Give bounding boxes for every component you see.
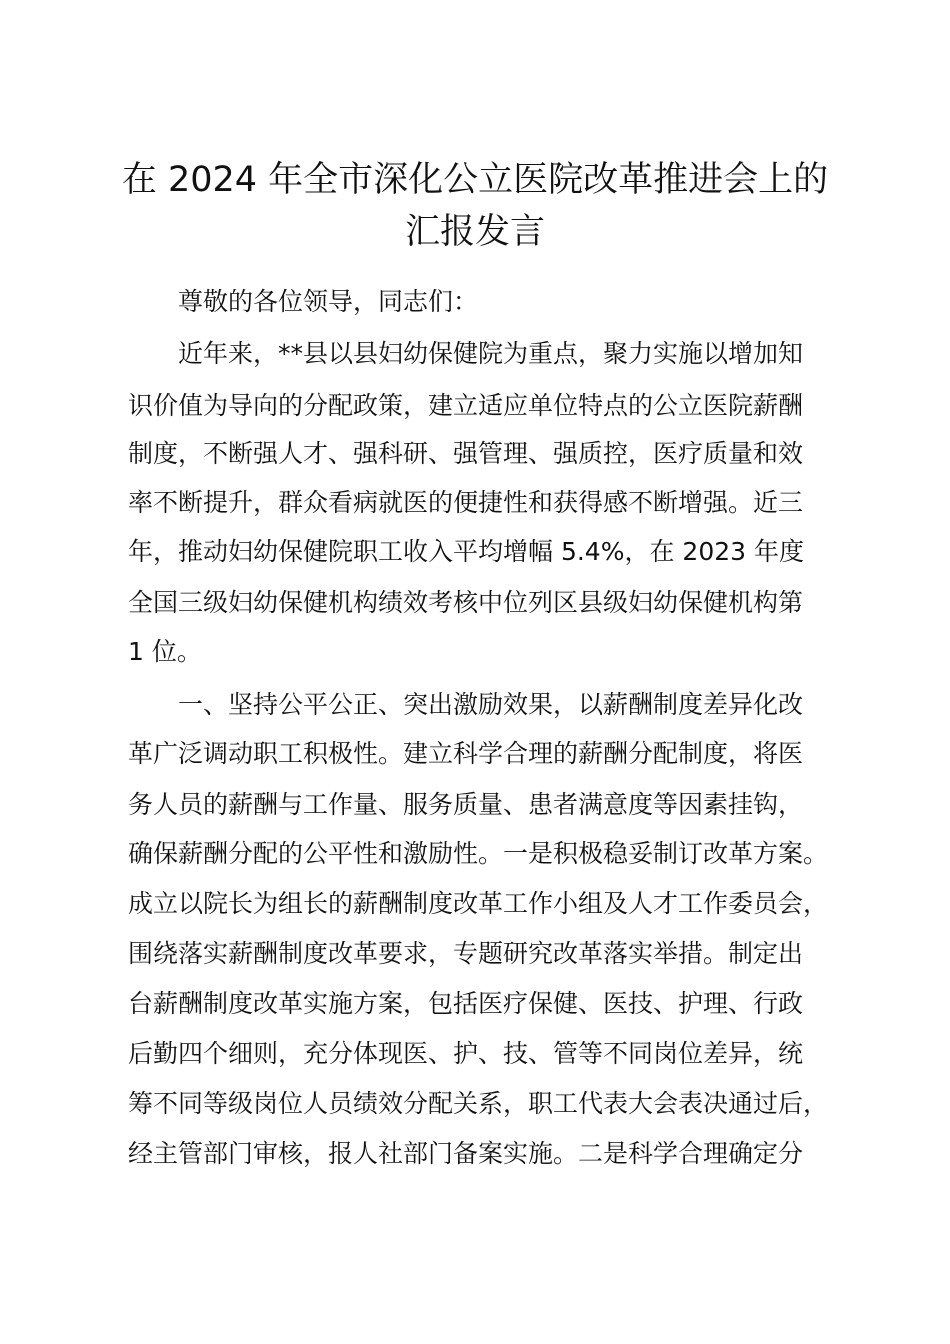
paragraph-2-line-10: 经主管部门审核，报人社部门备案实施。二是科学合理确定分 <box>128 1139 804 1168</box>
paragraph-1-line-3: 制度，不断强人才、强科研、强管理、强质控，医疗质量和效 <box>128 439 804 468</box>
document-title-line-2: 汇报发言 <box>404 212 545 252</box>
paragraph-2-line-2: 革广泛调动职工积极性。建立科学合理的薪酬分配制度，将医 <box>128 739 804 768</box>
paragraph-2-line-4: 确保薪酬分配的公平性和激励性。一是积极稳妥制订改革方案。 <box>128 839 829 868</box>
paragraph-1-line-4: 率不断提升，群众看病就医的便捷性和获得感不断增强。近三 <box>128 488 804 517</box>
document-title-line-1: 在 2024 年全市深化公立医院改革推进会上的 <box>121 160 829 200</box>
paragraph-2-line-9: 筹不同等级岗位人员绩效分配关系，职工代表大会表决通过后， <box>128 1089 829 1118</box>
paragraph-2-line-5: 成立以院长为组长的薪酬制度改革工作小组及人才工作委员会， <box>128 889 829 918</box>
paragraph-2-line-6: 围绕落实薪酬制度改革要求，专题研究改革落实举措。制定出 <box>128 939 804 968</box>
paragraph-2-line-1: 一、坚持公平公正、突出激励效果，以薪酬制度差异化改 <box>178 690 804 719</box>
salutation: 尊敬的各位领导，同志们： <box>178 287 479 316</box>
paragraph-2-line-7: 台薪酬制度改革实施方案，包括医疗保健、医技、护理、行政 <box>128 989 804 1018</box>
paragraph-2-line-3: 务人员的薪酬与工作量、服务质量、患者满意度等因素挂钩， <box>128 790 804 819</box>
paragraph-1-line-5: 年，推动妇幼保健院职工收入平均增幅 5.4%，在 2023 年度 <box>128 537 804 566</box>
paragraph-1-line-2: 识价值为导向的分配政策，建立适应单位特点的公立医院薪酬 <box>128 391 804 420</box>
paragraph-1-line-6: 全国三级妇幼保健机构绩效考核中位列区县级妇幼保健机构第 <box>128 588 804 617</box>
paragraph-1-line-7: 1 位。 <box>128 637 202 666</box>
paragraph-2-line-8: 后勤四个细则，充分体现医、护、技、管等不同岗位差异，统 <box>128 1039 804 1068</box>
paragraph-1-line-1: 近年来，**县以县妇幼保健院为重点，聚力实施以增加知 <box>178 339 804 368</box>
